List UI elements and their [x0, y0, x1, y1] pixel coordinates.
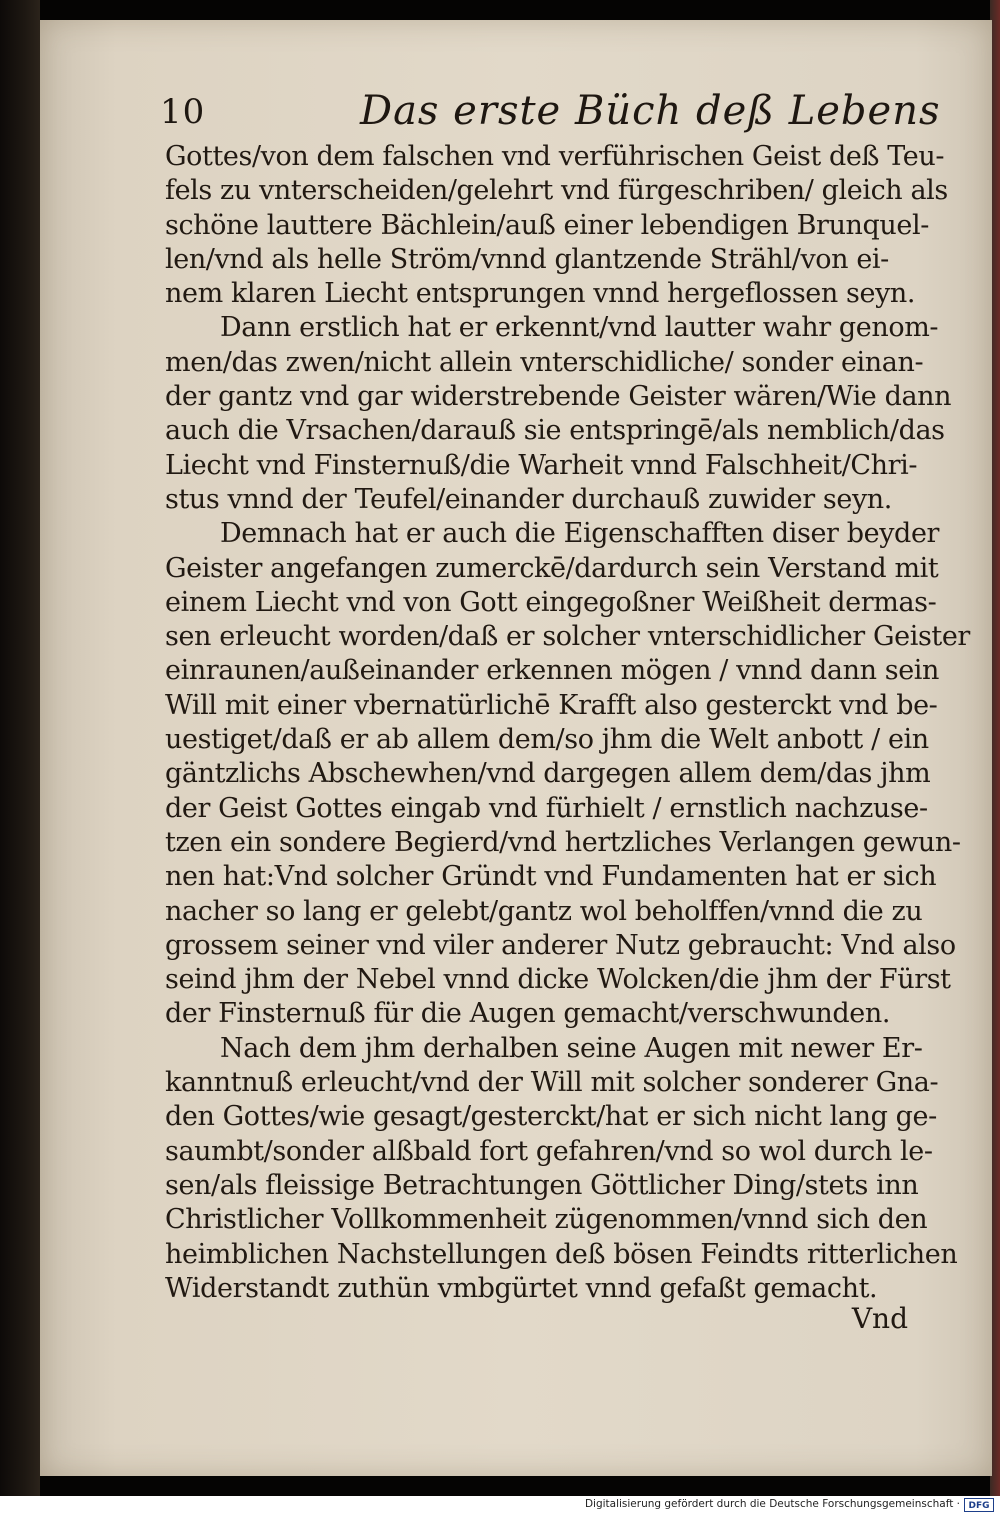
text-line: den Gottes/wie gesagt/gesterckt/hat er sich nicht lang ge- [165, 1101, 937, 1133]
text-line: auch die Vrsachen/darauß sie entspringē/als nemblich/das [165, 415, 945, 447]
text-line: einem Liecht vnd von Gott eingegoßner Weißheit dermas- [165, 586, 937, 618]
text-line: heimblichen Nachstellungen deß bösen Feindts ritterlichen [165, 1238, 958, 1270]
page-number: 10 [160, 92, 206, 132]
text-line: Will mit einer vbernatürlichē Krafft also gesterckt vnd be- [165, 689, 938, 721]
text-line: stus vnnd der Teufel/einander durchauß zuwider seyn. [165, 483, 892, 515]
text-line: Dann erstlich hat er erkennt/vnd lautter wahr genom- [220, 312, 939, 344]
text-line: sen erleucht worden/daß er solcher vnterschidlicher Geister [165, 621, 970, 653]
text-line: uestiget/daß er ab allem dem/so jhm die Welt anbott / ein [165, 724, 929, 756]
text-line: Liecht vnd Finsternuß/die Warheit vnnd Falschheit/Chri- [165, 449, 918, 481]
text-line: der Geist Gottes eingab vnd fürhielt / ernstlich nachzuse- [165, 792, 928, 824]
text-line: kanntnuß erleucht/vnd der Will mit solcher sonderer Gna- [165, 1067, 939, 1099]
running-head: Das erste Büch deß Lebens [360, 88, 941, 134]
text-line: saumbt/sonder alßbald fort gefahren/vnd so wol durch le- [165, 1135, 933, 1167]
text-line: fels zu vnterscheiden/gelehrt vnd fürgeschriben/ gleich als [165, 175, 948, 207]
text-line: len/vnd als helle Ström/vnnd glantzende Strähl/von ei- [165, 243, 889, 275]
text-line: Widerstandt zuthün vmbgürtet vnnd gefaßt gemacht. [165, 1272, 878, 1304]
body-text [165, 140, 970, 1306]
text-line: Demnach hat er auch die Eigenschafften diser beyder [220, 518, 940, 550]
text-line: men/das zwen/nicht allein vnterschidliche/ sonder einan- [165, 346, 924, 378]
text-line: Nach dem jhm derhalben seine Augen mit newer Er- [220, 1032, 923, 1064]
text-line: tzen ein sondere Begierd/vnd hertzliches Verlangen gewun- [165, 826, 961, 858]
text-line: einraunen/außeinander erkennen mögen / vnnd dann sein [165, 655, 940, 687]
text-line: der gantz vnd gar widerstrebende Geister wären/Wie dann [165, 381, 952, 413]
text-line: Geister angefangen zumerckē/dardurch sein Verstand mit [165, 552, 939, 584]
page-header [160, 88, 941, 140]
text-line: nacher so lang er gelebt/gantz wol beholffen/vnnd die zu [165, 895, 923, 927]
footer-bar [0, 1496, 1000, 1515]
text-line: grossem seiner vnd viler anderer Nutz gebraucht: Vnd also [165, 929, 956, 961]
footer-credit: Digitalisierung gefördert durch die Deutsche Forschungsgemeinschaft · [584, 1498, 960, 1510]
text-line: nem klaren Liecht entsprungen vnnd hergeflossen seyn. [165, 278, 916, 310]
text-line: sen/als fleissige Betrachtungen Göttlicher Ding/stets inn [165, 1169, 919, 1201]
text-line: gäntzlichs Abschewhen/vnd dargegen allem dem/das jhm [165, 758, 931, 790]
book-spine [0, 0, 40, 1496]
text-line: der Finsternuß für die Augen gemacht/verschwunden. [165, 998, 891, 1030]
dfg-logo: DFG [964, 1498, 994, 1512]
text-line: schöne lauttere Bächlein/auß einer lebendigen Brunquel- [165, 209, 929, 241]
text-line: nen hat:Vnd solcher Gründt vnd Fundamenten hat er sich [165, 861, 937, 893]
text-line: seind jhm der Nebel vnnd dicke Wolcken/die jhm der Fürst [165, 964, 951, 996]
text-line: Gottes/von dem falschen vnd verführischen Geist deß Teu- [165, 141, 945, 172]
text-line: Christlicher Vollkommenheit zügenommen/vnnd sich den [165, 1204, 928, 1236]
catchword: Vnd [851, 1302, 908, 1335]
